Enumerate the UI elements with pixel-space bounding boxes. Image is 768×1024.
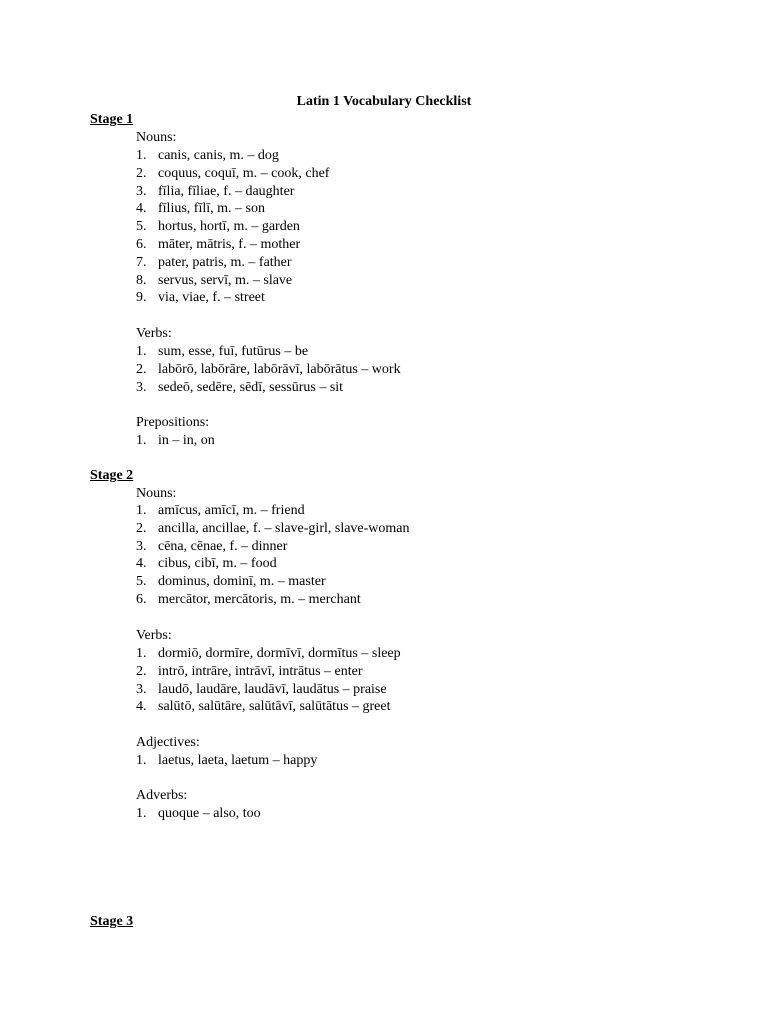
vocab-item (136, 432, 215, 450)
vocab-item (136, 555, 410, 573)
item-number: 1. (136, 433, 147, 448)
stage-2-adverbs-list (136, 805, 261, 823)
stage-2-adverbs-label: Adverbs: (136, 788, 188, 803)
item-number: 1. (136, 148, 147, 163)
vocab-entry: fīlia, fīliae, f. – daughter (158, 183, 295, 199)
vocab-entry: quoque – also, too (158, 806, 261, 821)
vocab-entry: mercātor, mercātoris, m. – merchant (158, 591, 361, 607)
vocab-entry: laudō, laudāre, laudāvī, laudātus – praise (158, 681, 387, 697)
item-number: 1. (136, 753, 147, 768)
item-number: 3. (136, 538, 147, 554)
stage-1-prepositions-label: Prepositions: (136, 415, 210, 430)
vocab-item (136, 502, 410, 520)
vocab-item (136, 591, 410, 609)
item-number: 4. (136, 699, 147, 715)
vocab-item (136, 361, 401, 379)
item-number: 8. (136, 272, 147, 288)
vocab-entry: hortus, hortī, m. – garden (158, 219, 300, 235)
vocab-item (136, 147, 329, 165)
stage-1-verbs-label: Verbs: (136, 326, 172, 341)
item-number: 5. (136, 219, 147, 235)
vocab-entry: amīcus, amīcī, m. – friend (158, 503, 305, 518)
stage-3-heading: Stage 3 (90, 914, 134, 929)
item-number: 9. (136, 290, 147, 306)
vocab-item (136, 254, 329, 272)
item-number: 1. (136, 646, 147, 661)
stage-1-nouns-list (136, 147, 329, 307)
vocab-entry: coquus, coquī, m. – cook, chef (158, 165, 330, 181)
vocab-item (136, 520, 410, 538)
vocab-entry: salūtō, salūtāre, salūtāvī, salūtātus – greet (158, 699, 391, 715)
vocab-item (136, 183, 329, 201)
item-number: 4. (136, 201, 147, 217)
vocab-entry: dormiō, dormīre, dormīvī, dormītus – sleep (158, 646, 401, 661)
vocab-item (136, 218, 329, 236)
item-number: 3. (136, 379, 147, 395)
vocab-entry: dominus, dominī, m. – master (158, 574, 326, 590)
vocab-entry: via, viae, f. – street (158, 290, 265, 306)
stage-2-verbs-list (136, 645, 401, 716)
stage-2-verbs-label: Verbs: (136, 628, 172, 643)
vocab-item (136, 805, 261, 823)
stage-2-heading: Stage 2 (90, 468, 134, 483)
vocab-item (136, 343, 401, 361)
vocab-entry: māter, mātris, f. – mother (158, 236, 301, 252)
item-number: 2. (136, 663, 147, 679)
vocab-item (136, 681, 401, 699)
vocab-entry: cibus, cibī, m. – food (158, 556, 277, 572)
item-number: 3. (136, 183, 147, 199)
item-number: 1. (136, 503, 147, 518)
vocab-item (136, 379, 401, 397)
stage-1-verbs-list (136, 343, 401, 396)
item-number: 5. (136, 574, 147, 590)
stage-2-adjectives-label: Adjectives: (136, 735, 200, 750)
item-number: 1. (136, 344, 147, 359)
vocab-entry: intrō, intrāre, intrāvī, intrātus – enter (158, 663, 363, 679)
item-number: 2. (136, 165, 147, 181)
vocab-item (136, 698, 401, 716)
stage-2-adjectives-list (136, 752, 317, 770)
stage-1-heading: Stage 1 (90, 112, 134, 127)
item-number: 2. (136, 361, 147, 377)
item-number: 4. (136, 556, 147, 572)
vocab-entry: pater, patris, m. – father (158, 254, 292, 270)
stage-1-nouns-label: Nouns: (136, 130, 177, 145)
item-number: 3. (136, 681, 147, 697)
stage-2-nouns-list (136, 502, 410, 609)
vocab-item (136, 165, 329, 183)
vocab-item (136, 645, 401, 663)
vocab-item (136, 663, 401, 681)
vocab-entry: in – in, on (158, 433, 215, 448)
vocab-entry: cēna, cēnae, f. – dinner (158, 538, 288, 554)
item-number: 6. (136, 591, 147, 607)
vocab-item (136, 289, 329, 307)
stage-1-prepositions-list (136, 432, 215, 450)
item-number: 6. (136, 236, 147, 252)
vocab-item (136, 573, 410, 591)
document-title: Latin 1 Vocabulary Checklist (296, 94, 472, 109)
vocab-item (136, 236, 329, 254)
item-number: 7. (136, 254, 147, 270)
vocab-entry: servus, servī, m. – slave (158, 272, 293, 288)
vocab-item (136, 538, 410, 556)
vocab-entry: canis, canis, m. – dog (158, 148, 279, 163)
vocab-entry: fīlius, fīlī, m. – son (158, 201, 265, 217)
vocab-item (136, 200, 329, 218)
stage-2-nouns-label: Nouns: (136, 486, 177, 501)
vocab-item (136, 272, 329, 290)
vocab-entry: sum, esse, fuī, futūrus – be (158, 344, 309, 359)
vocab-entry: ancilla, ancillae, f. – slave-girl, slave-woman (158, 520, 410, 536)
item-number: 2. (136, 520, 147, 536)
vocab-item (136, 752, 317, 770)
vocab-entry: sedeō, sedēre, sēdī, sessūrus – sit (158, 379, 344, 395)
vocab-entry: labōrō, labōrāre, labōrāvī, labōrātus – work (158, 361, 401, 377)
vocab-entry: laetus, laeta, laetum – happy (158, 753, 318, 768)
item-number: 1. (136, 806, 147, 821)
